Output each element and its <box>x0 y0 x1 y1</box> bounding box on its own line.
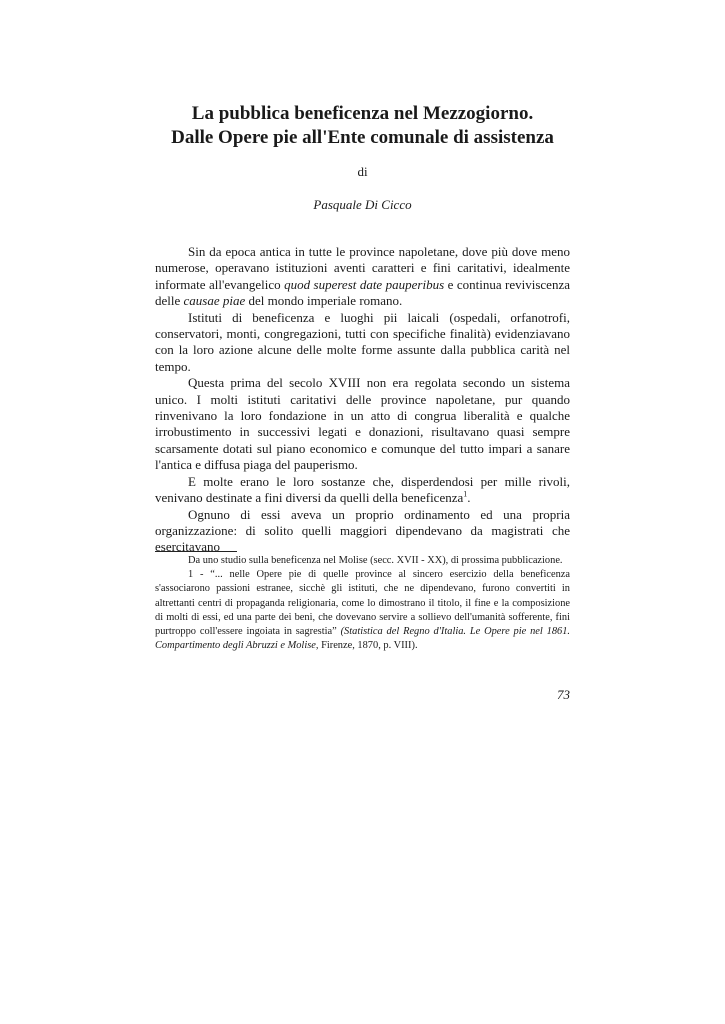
paragraph-2: Istituti di beneficenza e luoghi pii laicali (ospedali, orfanotrofi, conservatori, monti, congregazioni, tutti con specifiche finalità) evidenziavano con la loro azione alcune delle molte forme assunte dalla pubblica carità nel tempo. <box>155 309 570 374</box>
footnote-1-text: 1 - “... nelle Opere pie di quelle province al sincero esercizio della beneficenza s'associarono passioni estranee, sicchè gli istituti, che ne dipendevano, furono convertiti in altrettanti centri di propaganda religionaria, come lo dimostrano il titolo, il fine e la composizione di molti di essi, ed una parte dei beni, che dovevano servire a sollievo dell'umanità sofferente, fini purtroppo coll'essere ingoiata in sagrestia” <box>155 569 570 638</box>
footnotes <box>155 554 570 653</box>
paragraph-4-end: . <box>467 490 471 506</box>
paragraph-5: Ognuno di essi aveva un proprio ordinamento ed una propria organizzazione: di solito quelli maggiori dipendevano da magistrati che esercitavano <box>155 506 570 555</box>
footnote-reference[interactable]: 1 <box>463 489 468 499</box>
latin-phrase: quod superest date pauperibus <box>284 276 445 292</box>
byline: di <box>357 164 368 179</box>
paragraph-1-text-c: del mondo imperiale romano. <box>245 293 403 309</box>
paragraph-3: Questa prima del secolo XVIII non era regolata secondo un sistema unico. I molti istituti caritativi delle province napoletane, pur quando rinvenivano la loro fondazione in un atto di congrua liberalità e qualche irrobustimento in successivi legati e donazioni, risultavano quasi sempre scarsamente dotati sul piano economico e comunque del tutto impari a sanare l'antica e diffusa piaga del pauperismo. <box>155 375 570 473</box>
paragraph-4-text: E molte erano le loro sostanze che, disperdendosi per mille rivoli, venivano destinate a fini diversi da quelli della beneficenza <box>155 473 570 506</box>
paragraph-4 <box>155 474 570 507</box>
paragraph-1-text-b: e continua reviviscenza delle <box>155 276 570 309</box>
latin-term: causae piae <box>183 293 246 309</box>
paragraph-1 <box>155 244 570 310</box>
footnote-0: Da uno studio sulla beneficenza nel Molise (secc. XVII - XX), di prossima pubblicazione. <box>188 555 563 566</box>
article-title <box>100 102 625 150</box>
footnote-1-citation-end: Firenze, 1870, p. VIII). <box>318 640 418 652</box>
title-line-1: La pubblica beneficenza nel Mezzogiorno. <box>191 103 534 124</box>
footnote-separator <box>155 551 237 552</box>
footnote-1 <box>155 568 570 653</box>
title-line-2: Dalle Opere pie all'Ente comunale di assistenza <box>171 127 554 148</box>
page-number: 73 <box>557 687 570 702</box>
article-body <box>155 244 570 556</box>
paragraph-1-text-a: Sin da epoca antica in tutte le province napoletane, dove più dove meno numerose, operavano istituzioni aventi caratteri e fini caritativi, idealmente informate all'evangelico <box>155 244 570 292</box>
footnote-1-citation: (Statistica del Regno d'Italia. Le Opere pie nel 1861. Compartimento degli Abruzzi e Molise, <box>155 626 570 652</box>
author-name: Pasquale Di Cicco <box>313 197 412 212</box>
